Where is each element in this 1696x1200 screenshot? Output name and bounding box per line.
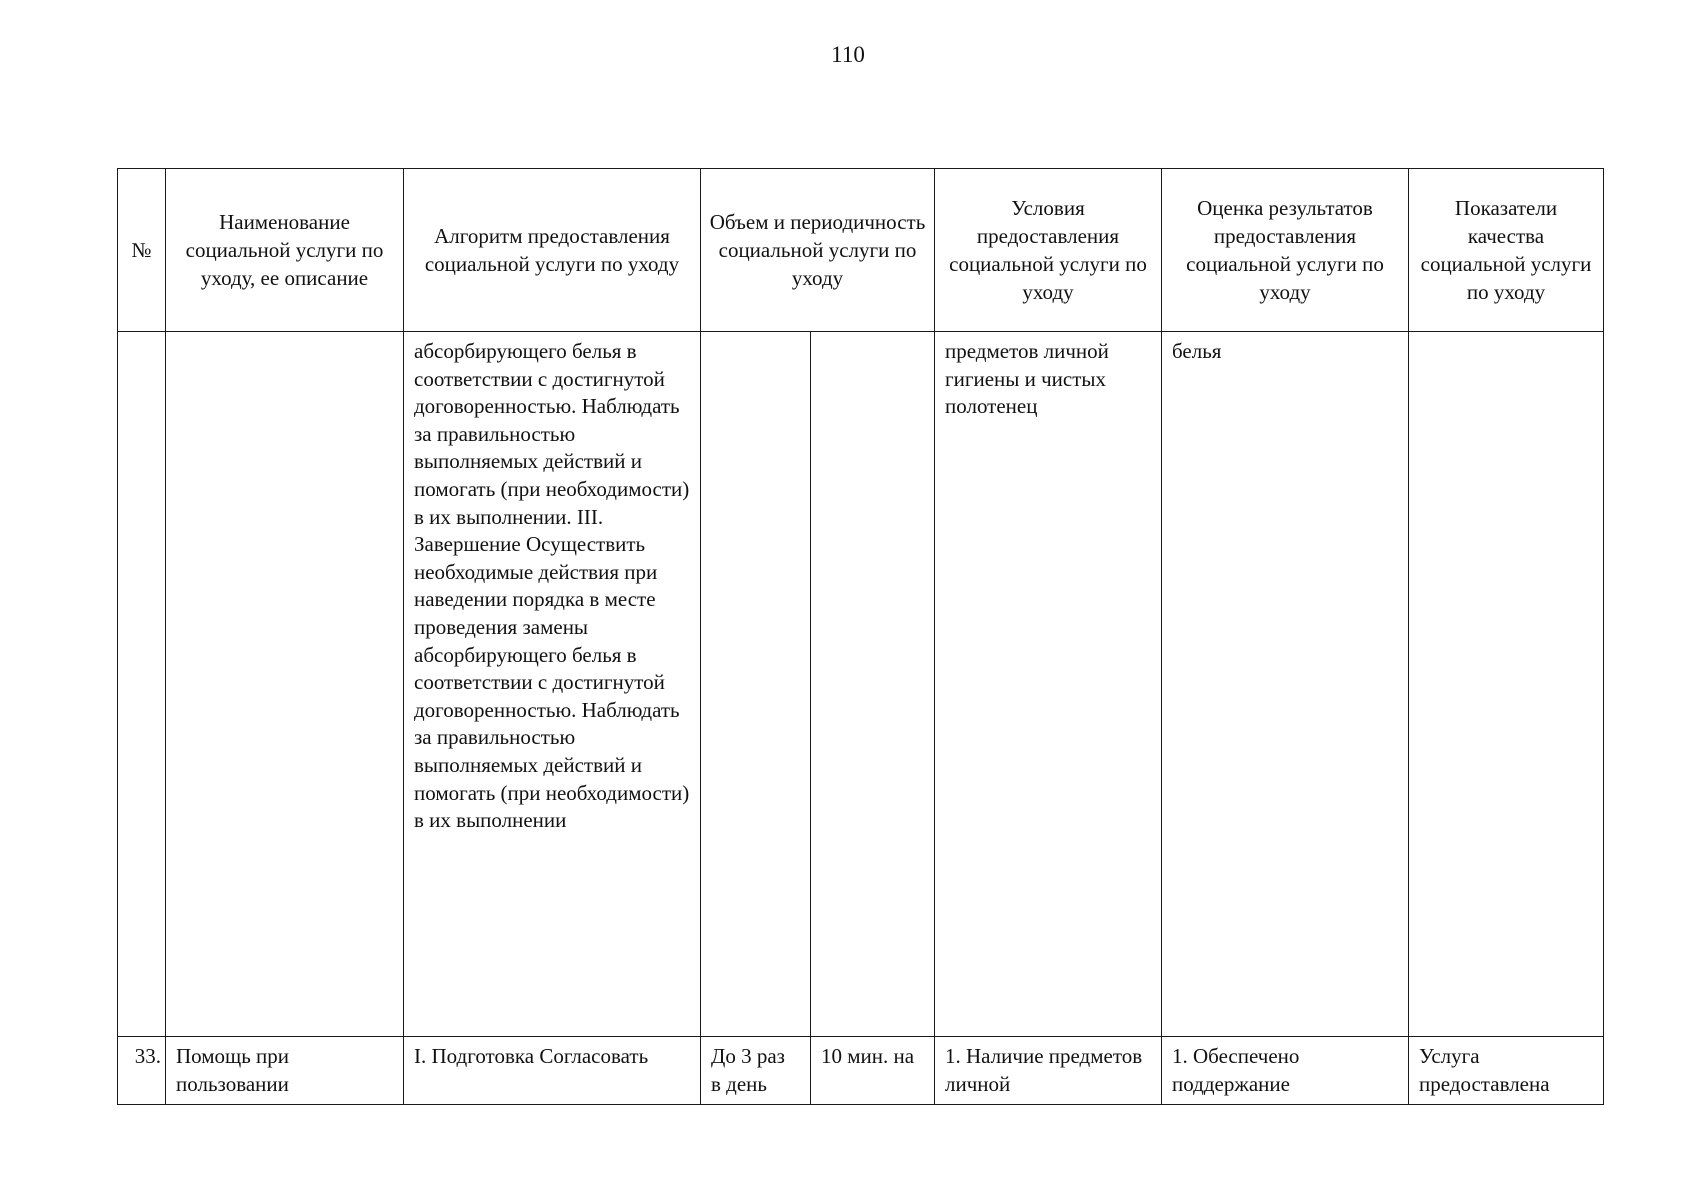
header-number: № bbox=[118, 169, 166, 332]
header-quality-indicators: Показатели качества социальной услуги по уходу bbox=[1409, 169, 1604, 332]
table-header-row bbox=[118, 169, 1604, 332]
cell-number bbox=[118, 332, 166, 1037]
header-conditions: Условия предоставления социальной услуги по уходу bbox=[935, 169, 1162, 332]
table-row-continuation bbox=[118, 332, 1604, 1037]
cell-volume-periodicity: До 3 раз в день bbox=[701, 1037, 811, 1105]
cell-evaluation: белья bbox=[1162, 332, 1409, 1037]
table-row-33 bbox=[118, 1037, 1604, 1105]
header-volume-periodicity: Объем и периодичность социальной услуги по уходу bbox=[701, 169, 935, 332]
page-number: 110 bbox=[831, 42, 865, 67]
cell-service-name bbox=[166, 332, 404, 1037]
cell-volume-periodicity bbox=[701, 332, 811, 1037]
header-algorithm: Алгоритм предоставления социальной услуги по уходу bbox=[404, 169, 701, 332]
cell-algorithm: абсорбирующего белья в соответствии с достигнутой договоренностью. Наблюдать за правильностью выполняемых действий и помогать (при необходимости) в их выполнении. III. Завершение Осуществить необходимые действия при наведении порядка в месте проведения замены абсорбирующего белья в соответствии с достигнутой договоренностью. Наблюдать за правильностью выполняемых действий и помогать (при необходимости) в их выполнении bbox=[404, 332, 701, 1037]
cell-algorithm: I. Подготовка Согласовать bbox=[404, 1037, 701, 1105]
header-service-name: Наименование социальной услуги по уходу, ее описание bbox=[166, 169, 404, 332]
cell-volume-amount bbox=[811, 332, 935, 1037]
care-services-table bbox=[117, 168, 1604, 1105]
cell-conditions: 1. Наличие предметов личной bbox=[935, 1037, 1162, 1105]
cell-evaluation: 1. Обеспечено поддержание bbox=[1162, 1037, 1409, 1105]
cell-quality bbox=[1409, 332, 1604, 1037]
cell-number: 33. bbox=[118, 1037, 166, 1105]
cell-conditions: предметов личной гигиены и чистых полотенец bbox=[935, 332, 1162, 1037]
cell-service-name: Помощь при пользовании bbox=[166, 1037, 404, 1105]
header-evaluation: Оценка результатов предоставления социальной услуги по уходу bbox=[1162, 169, 1409, 332]
cell-volume-amount: 10 мин. на bbox=[811, 1037, 935, 1105]
cell-quality: Услуга предоставлена bbox=[1409, 1037, 1604, 1105]
